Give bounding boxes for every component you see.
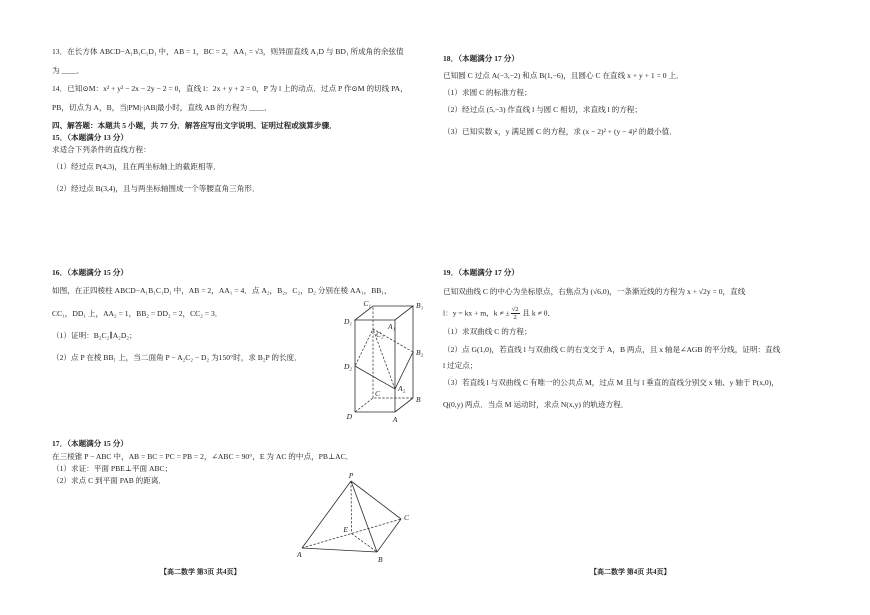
prism-label-b2: B₂ (416, 348, 424, 357)
q16-stem-line2: CC₁，DD₁ 上，AA₂ = 1，BB₂ = DD₂ = 2，CC₂ = 3． (52, 309, 223, 318)
prism-label-c: C (375, 389, 381, 398)
page-footer-left: 【高二数学 第3页 共4页】 (160, 568, 241, 576)
q19-stem-line2 (443, 306, 555, 321)
q19-title: 19．（本题满分 17 分） (443, 268, 519, 277)
q19-condition-text: l：y = kx + m，k ≠ ± (443, 308, 510, 318)
section-hidden-edges (355, 329, 413, 366)
prism-label-c1: C₁ (363, 299, 371, 308)
pyramid-label-a: A (297, 550, 302, 559)
prism-label-a2: A₂ (398, 384, 406, 393)
q19-part2-line2: l 过定点； (443, 361, 478, 370)
q19-part1: （1）求双曲线 C 的方程； (443, 327, 532, 336)
q18-part2: （2）经过点 (5,−3) 作直线 l 与圆 C 相切，求直线 l 的方程； (443, 105, 642, 114)
prism-label-a1: A₁ (388, 322, 396, 331)
q15-intro: 求适合下列条件的直线方程： (52, 145, 151, 154)
pyramid-label-b: B (378, 555, 383, 564)
q19-part2-line1: （2）点 G(1,0)，若直线 l 与双曲线 C 的右支交于 A，B 两点，且 x 轴是∠AGB 的平分线，证明：直线 (443, 345, 781, 354)
page-footer-right: 【高二数学 第4页 共4页】 (590, 568, 671, 576)
pyramid-hidden-edge-eb (352, 534, 378, 553)
q17-part1: （1）求证：平面 PBE⊥平面 ABC； (52, 464, 173, 473)
q15-title: 15．（本题满分 13 分） (52, 133, 128, 142)
pyramid-edge-ab (302, 548, 377, 552)
pyramid-figure (294, 470, 416, 564)
prism-label-a: A (392, 415, 398, 424)
q17-title: 17．（本题满分 15 分） (52, 439, 128, 448)
q16-stem-line1: 如图，在正四棱柱 ABCD−A₁B₁C₁D₁ 中，AB = 2，AA₁ = 4．点 A₂，B₂，C₂，D₂ 分别在棱 AA₁，BB₁， (52, 286, 392, 295)
prism-label-d1: D₁ (343, 317, 352, 326)
q16-part2: （2）点 P 在棱 BB₁ 上，当二面角 P − A₂C₂ − D₂ 为150°时，求 B₂P 的长度． (52, 353, 302, 362)
q18-part3: （3）已知实数 x，y 满足圆 C 的方程，求 (x − 2)² + (y − 4)² 的最小值． (443, 127, 677, 136)
pyramid-edge-pb (351, 481, 377, 552)
q16-part1: （1）证明：B₂C₂∥A₂D₂； (52, 331, 137, 340)
q19-part3-line2: Q(0,y) 两点．当点 M 运动时，求点 N(x,y) 的轨迹方程． (443, 400, 629, 409)
q13-stem-line1: 13．在长方体 ABCD−A₁B₁C₁D₁ 中，AB = 1，BC = 2，AA₁ = √3，则异面直线 A₁D 与 BD₁ 所成角的余弦值 (52, 47, 404, 56)
prism-label-c2: C₂ (376, 330, 384, 339)
fraction-denominator: 2 (513, 314, 517, 321)
pyramid-label-p: P (348, 471, 354, 480)
pyramid-label-c: C (404, 513, 410, 522)
q16-title: 16．（本题满分 15 分） (52, 268, 128, 277)
q18-title: 18．（本题满分 17 分） (443, 54, 519, 63)
q13-stem-line2: 为 ____． (52, 66, 85, 75)
q17-stem: 在三棱锥 P − ABC 中，AB = BC = PC = PB = 2，∠ABC = 90°，E 为 AC 的中点，PB⊥AC． (52, 452, 354, 461)
q14-stem-line1: 14．已知⊙M：x² + y² − 2x − 2y − 2 = 0，直线 l：2x + y + 2 = 0，P 为 l 上的动点．过点 P 作⊙M 的切线 PA， (52, 84, 408, 93)
q17-part2: （2）求点 C 到平面 PAB 的距离． (52, 476, 167, 485)
pyramid-edge-pa (302, 481, 351, 548)
q18-stem: 已知圆 C 过点 A(−3,−2) 和点 B(1,−6)，且圆心 C 在直线 x + y + 1 = 0 上． (443, 71, 684, 80)
q15-part2: （2）经过点 B(3,4)，且与两坐标轴围成一个等腰直角三角形． (52, 184, 260, 193)
q18-part1: （1）求圆 C 的标准方程； (443, 88, 532, 97)
section-heading: 四、解答题：本题共 5 小题，共 77 分．解答应写出文字说明、证明过程或演算步骤． (52, 121, 337, 130)
pyramid-edge-pc (351, 481, 401, 519)
prism-top-face (355, 306, 413, 320)
prism-label-d: D (346, 412, 352, 421)
prism-label-d2: D₂ (343, 362, 352, 371)
prism-figure (338, 298, 430, 428)
q19-stem-line1: 已知双曲线 C 的中心为坐标原点，右焦点为 (√6,0)，一条渐近线的方程为 x + √2y = 0，直线 (443, 287, 746, 296)
fraction-numerator: √2 (511, 306, 519, 313)
prism-edge (395, 398, 413, 412)
pyramid-label-e: E (343, 525, 348, 534)
q14-stem-line2: PB，切点为 A，B，当|PM|·|AB|最小时，直线 AB 的方程为 ____． (52, 103, 272, 112)
pyramid-edge-bc (377, 519, 401, 552)
q19-condition-tail: 且 k ≠ 0． (520, 308, 556, 318)
prism-label-b: B (416, 395, 421, 404)
q15-part1: （1）经过点 P(4,3)，且在两坐标轴上的截距相等． (52, 162, 221, 171)
q19-part3-line1: （3）若直线 l 与双曲线 C 有唯一的公共点 M，过点 M 且与 l 垂直的直线分别交 x 轴、y 轴于 P(x,0)， (443, 378, 779, 387)
pyramid-hidden-edge-pe (351, 481, 352, 534)
fraction-sqrt2-over-2 (511, 306, 520, 321)
prism-label-b1: B₁ (416, 301, 424, 310)
